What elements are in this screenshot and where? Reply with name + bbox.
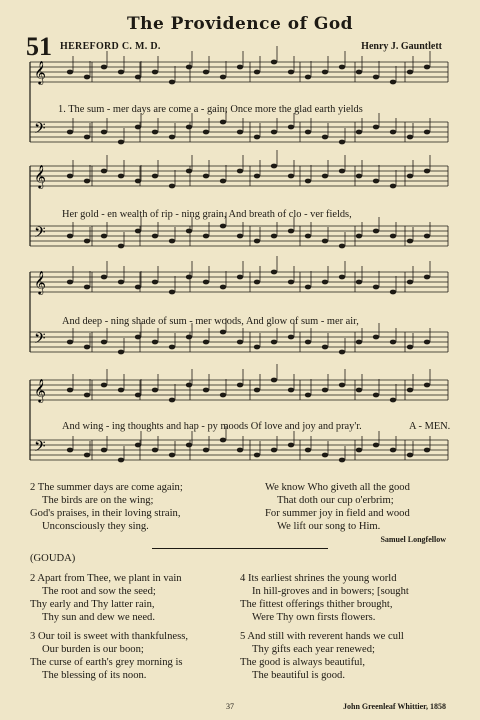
note-head [339, 140, 345, 145]
note-head [220, 330, 226, 335]
note-head [424, 383, 430, 388]
note-head [288, 335, 294, 340]
note-head [152, 234, 158, 239]
note-head [305, 234, 311, 239]
note-head [390, 130, 396, 135]
note-head [424, 448, 430, 453]
stanza-line: That doth our cup o'erbrim; [277, 495, 394, 506]
page-number: 37 [226, 702, 234, 711]
note-head [186, 443, 192, 448]
note-head [407, 345, 413, 350]
note-head [152, 130, 158, 135]
stanza-line: The beautiful is good. [252, 670, 345, 681]
note-head [135, 179, 141, 184]
note-head [237, 340, 243, 345]
note-head [237, 234, 243, 239]
stanza-2-continued [265, 481, 410, 533]
note-head [220, 285, 226, 290]
note-head [407, 280, 413, 285]
hymn-number: 51 [26, 32, 52, 61]
note-head [424, 340, 430, 345]
treble-clef-icon: 𝄞 [34, 270, 46, 294]
note-head [118, 388, 124, 393]
stanza-line: Thy early and Thy latter rain, [30, 599, 155, 610]
note-head [288, 388, 294, 393]
note-head [220, 393, 226, 398]
stanza-line: Thy sun and dew we need. [42, 612, 155, 623]
note-head [84, 179, 90, 184]
note-head [288, 70, 294, 75]
note-head [67, 280, 73, 285]
bass-clef-icon: 𝄢 [34, 330, 46, 351]
note-head [339, 383, 345, 388]
note-head [203, 340, 209, 345]
alternate-tune-label: (GOUDA) [30, 553, 76, 564]
note-head [322, 135, 328, 140]
note-head [407, 388, 413, 393]
note-head [373, 125, 379, 130]
tune-name: HEREFORD C. M. D. [60, 41, 161, 52]
note-head [169, 80, 175, 85]
note-head [135, 335, 141, 340]
note-head [271, 234, 277, 239]
stanza-line: 3 Our toil is sweet with thankfulness, [30, 631, 189, 642]
note-head [254, 135, 260, 140]
note-head [67, 130, 73, 135]
note-head [322, 345, 328, 350]
note-head [237, 130, 243, 135]
stanza-line: Unconsciously they sing. [42, 521, 149, 532]
author-credit: Samuel Longfellow [380, 535, 446, 544]
note-head [271, 130, 277, 135]
stanza-5 [240, 630, 404, 682]
note-head [305, 448, 311, 453]
stanza-4 [240, 572, 409, 624]
stanza-line: Were Thy own firsts flowers. [252, 612, 376, 623]
note-head [322, 239, 328, 244]
note-head [169, 135, 175, 140]
note-head [169, 398, 175, 403]
note-head [339, 275, 345, 280]
note-head [305, 130, 311, 135]
note-head [186, 125, 192, 130]
note-head [101, 130, 107, 135]
note-head [254, 239, 260, 244]
treble-clef-icon: 𝄞 [34, 60, 46, 84]
hymn-title: The Providence of God [126, 14, 354, 34]
note-head [203, 130, 209, 135]
stanza-line: Our burden is our boon; [42, 644, 144, 655]
note-head [186, 335, 192, 340]
note-head [288, 125, 294, 130]
note-head [339, 169, 345, 174]
note-head [186, 65, 192, 70]
note-head [254, 345, 260, 350]
note-head [424, 275, 430, 280]
note-head [237, 169, 243, 174]
note-head [237, 383, 243, 388]
note-head [407, 174, 413, 179]
note-head [288, 443, 294, 448]
note-head [271, 164, 277, 169]
stanza-2-alt [30, 572, 182, 624]
note-head [101, 383, 107, 388]
stanza-line: In hill-groves and in bowers; [sought [252, 586, 409, 597]
stanza-line: 4 Its earliest shrines the young world [240, 573, 397, 584]
note-head [84, 239, 90, 244]
note-head [424, 169, 430, 174]
note-head [373, 393, 379, 398]
note-head [237, 448, 243, 453]
note-head [390, 340, 396, 345]
note-head [390, 234, 396, 239]
note-head [135, 393, 141, 398]
note-head [135, 285, 141, 290]
stanza-line: The fittest offerings thither brought, [240, 599, 393, 610]
note-head [356, 234, 362, 239]
stanza-line: The curse of earth's grey morning is [30, 657, 183, 668]
note-head [118, 350, 124, 355]
note-head [424, 65, 430, 70]
note-head [356, 388, 362, 393]
stanza-3 [30, 630, 188, 682]
note-head [203, 234, 209, 239]
note-head [407, 239, 413, 244]
note-head [152, 174, 158, 179]
note-head [152, 340, 158, 345]
note-head [424, 130, 430, 135]
note-head [305, 75, 311, 80]
note-head [169, 239, 175, 244]
note-head [118, 458, 124, 463]
note-head [271, 60, 277, 65]
note-head [407, 135, 413, 140]
note-head [186, 275, 192, 280]
note-head [305, 393, 311, 398]
note-head [356, 70, 362, 75]
stanza-line: 2 Apart from Thee, we plant in vain [30, 573, 182, 584]
note-head [84, 135, 90, 140]
lyric-line-4: And wing - ing thoughts and hap - py moods Of love and joy and pray'r. [62, 421, 362, 432]
lyric-line-1: 1. The sum - mer days are come a - gain; Once more the glad earth yields [58, 104, 363, 115]
note-head [169, 184, 175, 189]
note-head [67, 340, 73, 345]
note-head [339, 458, 345, 463]
note-head [84, 393, 90, 398]
note-head [254, 174, 260, 179]
stanza-line: The birds are on the wing; [42, 495, 154, 506]
note-head [84, 285, 90, 290]
note-head [84, 345, 90, 350]
stanza-line: We lift our song to Him. [277, 521, 381, 532]
bass-clef-icon: 𝄢 [34, 120, 46, 141]
note-head [322, 70, 328, 75]
lyric-line-3: And deep - ning shade of sum - mer woods, And glow of sum - mer air, [62, 316, 359, 327]
note-head [271, 340, 277, 345]
note-head [118, 280, 124, 285]
note-head [322, 388, 328, 393]
note-head [84, 75, 90, 80]
note-head [220, 120, 226, 125]
note-head [101, 448, 107, 453]
note-head [101, 169, 107, 174]
note-head [152, 70, 158, 75]
note-head [271, 270, 277, 275]
note-head [169, 453, 175, 458]
note-head [373, 443, 379, 448]
stanza-line: 2 The summer days are come again; [30, 482, 183, 493]
stanza-line: We know Who giveth all the good [265, 482, 410, 493]
note-head [373, 179, 379, 184]
note-head [407, 70, 413, 75]
note-head [67, 448, 73, 453]
stanza-line: The root and sow the seed; [42, 586, 156, 597]
note-head [203, 388, 209, 393]
note-head [186, 229, 192, 234]
note-head [237, 275, 243, 280]
note-head [390, 448, 396, 453]
note-head [339, 244, 345, 249]
treble-clef-icon: 𝄞 [34, 164, 46, 188]
note-head [373, 285, 379, 290]
note-head [254, 453, 260, 458]
note-head [169, 290, 175, 295]
note-head [203, 174, 209, 179]
note-head [152, 448, 158, 453]
note-head [288, 229, 294, 234]
note-head [101, 65, 107, 70]
note-head [67, 70, 73, 75]
stanza-line: The blessing of its noon. [42, 670, 147, 681]
note-head [373, 229, 379, 234]
note-head [305, 340, 311, 345]
note-head [254, 280, 260, 285]
note-head [424, 234, 430, 239]
note-head [356, 174, 362, 179]
note-head [339, 65, 345, 70]
note-head [152, 388, 158, 393]
note-head [203, 280, 209, 285]
note-head [118, 244, 124, 249]
stanza-line: Thy gifts each year renewed; [252, 644, 375, 655]
note-head [101, 234, 107, 239]
note-head [118, 70, 124, 75]
note-head [220, 438, 226, 443]
note-head [288, 280, 294, 285]
note-head [118, 174, 124, 179]
amen-label: A - MEN. [409, 421, 451, 432]
stanza-line: For summer joy in field and wood [265, 508, 410, 519]
section-divider [152, 548, 328, 549]
note-head [67, 174, 73, 179]
stanza-line: God's praises, in their loving strain, [30, 508, 181, 519]
note-head [203, 448, 209, 453]
note-head [390, 398, 396, 403]
note-head [339, 350, 345, 355]
note-head [322, 453, 328, 458]
note-head [356, 130, 362, 135]
treble-clef-icon: 𝄞 [34, 378, 46, 402]
note-head [118, 140, 124, 145]
author-credit-2: John Greenleaf Whittier, 1858 [343, 702, 446, 711]
note-head [237, 65, 243, 70]
note-head [169, 345, 175, 350]
note-head [305, 285, 311, 290]
note-head [101, 275, 107, 280]
note-head [84, 453, 90, 458]
note-head [135, 443, 141, 448]
stanza-line: The good is always beautiful, [240, 657, 366, 668]
note-head [390, 80, 396, 85]
note-head [254, 388, 260, 393]
note-head [407, 453, 413, 458]
note-head [322, 280, 328, 285]
note-head [271, 378, 277, 383]
note-head [305, 179, 311, 184]
note-head [356, 340, 362, 345]
note-head [373, 75, 379, 80]
composer-name: Henry J. Gauntlett [361, 41, 442, 52]
note-head [220, 75, 226, 80]
stanza-line: 5 And still with reverent hands we cull [240, 631, 404, 642]
note-head [101, 340, 107, 345]
note-head [135, 229, 141, 234]
note-head [356, 280, 362, 285]
lyric-line-2: Her gold - en wealth of rip - ning grain, And breath of clo - ver fields, [62, 209, 352, 220]
note-head [390, 290, 396, 295]
note-head [254, 70, 260, 75]
note-head [288, 174, 294, 179]
note-head [322, 174, 328, 179]
note-head [220, 179, 226, 184]
note-head [135, 75, 141, 80]
note-head [67, 234, 73, 239]
stanza-2 [30, 481, 183, 533]
note-head [373, 335, 379, 340]
note-head [186, 169, 192, 174]
note-head [220, 224, 226, 229]
bass-clef-icon: 𝄢 [34, 438, 46, 459]
note-head [390, 184, 396, 189]
note-head [135, 125, 141, 130]
note-head [67, 388, 73, 393]
note-head [271, 448, 277, 453]
note-head [203, 70, 209, 75]
note-head [152, 280, 158, 285]
note-head [186, 383, 192, 388]
bass-clef-icon: 𝄢 [34, 224, 46, 245]
note-head [356, 448, 362, 453]
